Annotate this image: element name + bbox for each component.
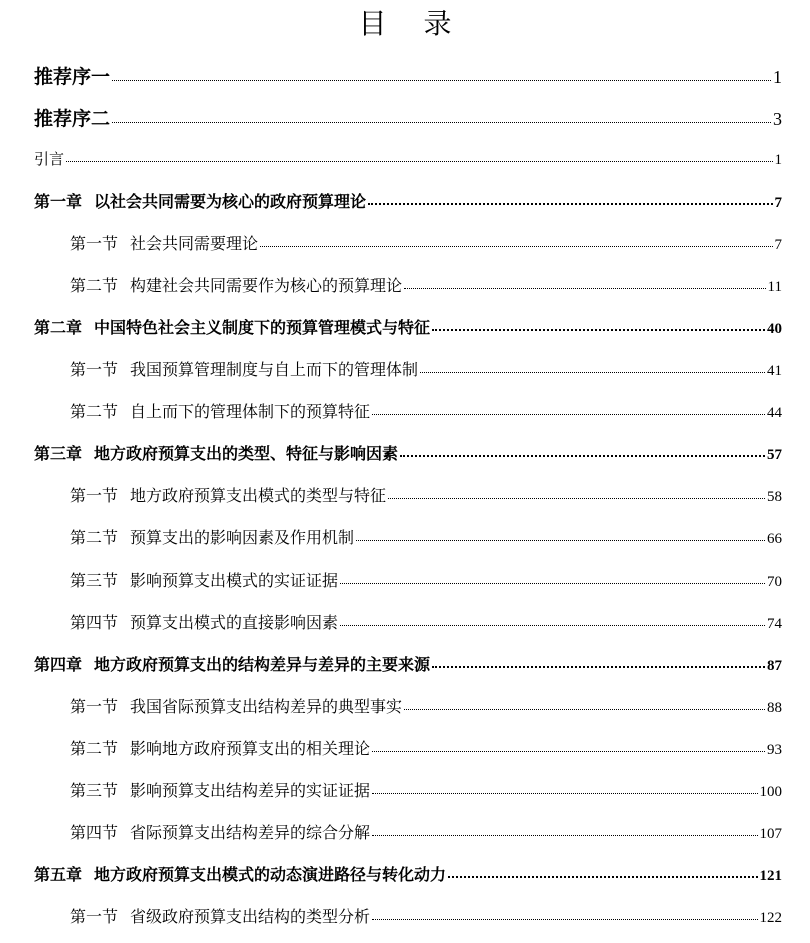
toc-entry-title: 影响预算支出结构差异的实证证据 bbox=[130, 781, 371, 800]
toc-entry-section-1-2[interactable] bbox=[70, 273, 782, 296]
toc-entry-title: 预算支出的影响因素及作用机制 bbox=[130, 528, 355, 547]
toc-leader-dots bbox=[356, 540, 765, 541]
toc-entry-title: 以社会共同需要为核心的政府预算理论 bbox=[94, 192, 367, 211]
toc-entry-number: 第一节 bbox=[70, 360, 119, 379]
toc-entry-page: 40 bbox=[767, 321, 782, 337]
toc-entry-section-3-1[interactable] bbox=[70, 483, 782, 506]
toc-entry-page: 70 bbox=[767, 574, 782, 590]
toc-leader-dots bbox=[448, 876, 757, 878]
toc-entry-page: 121 bbox=[759, 868, 782, 884]
toc-entry-title: 我国省际预算支出结构差异的典型事实 bbox=[130, 697, 403, 716]
toc-entry-title: 推荐序二 bbox=[34, 108, 111, 130]
toc-leader-dots bbox=[372, 835, 757, 836]
toc-entry-number: 第四章 bbox=[34, 655, 83, 674]
toc-entry-title: 地方政府预算支出模式的动态演进路径与转化动力 bbox=[94, 865, 447, 884]
toc-entry-page: 41 bbox=[767, 363, 782, 379]
toc-entry-page: 3 bbox=[773, 109, 782, 129]
toc-entry-section-3-4[interactable] bbox=[70, 610, 782, 633]
toc-entry-section-5-1[interactable] bbox=[70, 904, 782, 927]
toc-entry-page: 107 bbox=[759, 826, 782, 842]
toc-entry-title: 预算支出模式的直接影响因素 bbox=[130, 613, 339, 632]
toc-entry-section-4-3[interactable] bbox=[70, 778, 782, 801]
toc-entry-page: 44 bbox=[767, 405, 782, 421]
toc-entry-page: 1 bbox=[774, 152, 782, 168]
toc-entry-title: 构建社会共同需要作为核心的预算理论 bbox=[130, 276, 403, 295]
toc-entry-section-4-4[interactable] bbox=[70, 820, 782, 843]
toc-entry-page: 7 bbox=[774, 237, 782, 253]
toc-leader-dots bbox=[432, 666, 765, 668]
toc-leader-dots bbox=[372, 793, 757, 794]
toc-entry-title: 引言 bbox=[34, 150, 65, 168]
toc-entry-section-4-2[interactable] bbox=[70, 736, 782, 759]
toc-entry-section-2-1[interactable] bbox=[70, 357, 782, 380]
toc-entry-number: 第一节 bbox=[70, 486, 119, 505]
toc-entry-title: 我国预算管理制度与自上而下的管理体制 bbox=[130, 360, 419, 379]
toc-entry-preface-2[interactable] bbox=[34, 104, 782, 131]
toc-entry-title: 地方政府预算支出模式的类型与特征 bbox=[130, 486, 387, 505]
toc-entry-title: 影响预算支出模式的实证证据 bbox=[130, 571, 339, 590]
toc-leader-dots bbox=[340, 625, 765, 626]
toc-entry-number: 第二节 bbox=[70, 276, 119, 295]
toc-leader-dots bbox=[372, 414, 765, 415]
toc-entry-number: 第二节 bbox=[70, 528, 119, 547]
toc-leader-dots bbox=[66, 161, 772, 162]
toc-entry-page: 7 bbox=[774, 195, 782, 211]
toc-entry-number: 第二节 bbox=[70, 402, 119, 421]
toc-entry-chapter-5[interactable] bbox=[34, 862, 782, 885]
toc-entry-title: 地方政府预算支出的结构差异与差异的主要来源 bbox=[94, 655, 431, 674]
toc-entry-page: 57 bbox=[767, 447, 782, 463]
toc-leader-dots bbox=[112, 80, 771, 81]
toc-entry-number: 第一章 bbox=[34, 192, 83, 211]
toc-leader-dots bbox=[432, 329, 765, 331]
toc-entry-title: 省际预算支出结构差异的综合分解 bbox=[130, 823, 371, 842]
toc-entry-page: 122 bbox=[759, 910, 782, 926]
toc-entry-section-4-1[interactable] bbox=[70, 694, 782, 717]
toc-entry-page: 93 bbox=[767, 742, 782, 758]
toc-entry-number: 第一节 bbox=[70, 234, 119, 253]
toc-leader-dots bbox=[372, 919, 757, 920]
toc-leader-dots bbox=[260, 246, 772, 247]
toc-entry-title: 中国特色社会主义制度下的预算管理模式与特征 bbox=[94, 318, 431, 337]
toc-leader-dots bbox=[368, 203, 772, 205]
toc-entry-section-1-1[interactable] bbox=[70, 231, 782, 254]
toc-leader-dots bbox=[404, 288, 766, 289]
toc-entry-chapter-4[interactable] bbox=[34, 652, 782, 675]
toc-entry-page: 58 bbox=[767, 489, 782, 505]
toc-entry-preface-1[interactable] bbox=[34, 62, 782, 89]
toc-entry-number: 第二章 bbox=[34, 318, 83, 337]
toc-entry-chapter-3[interactable] bbox=[34, 441, 782, 464]
toc-entry-number: 第五章 bbox=[34, 865, 83, 884]
toc-leader-dots bbox=[340, 583, 765, 584]
toc-leader-dots bbox=[400, 455, 765, 457]
toc-entry-number: 第一节 bbox=[70, 697, 119, 716]
toc-leader-dots bbox=[112, 122, 771, 123]
toc-entry-page: 74 bbox=[767, 616, 782, 632]
toc-entry-page: 87 bbox=[767, 658, 782, 674]
toc-entry-section-3-3[interactable] bbox=[70, 568, 782, 591]
toc-entry-title: 自上而下的管理体制下的预算特征 bbox=[130, 402, 371, 421]
toc-entry-page: 1 bbox=[773, 67, 782, 87]
toc-entry-intro[interactable] bbox=[34, 148, 782, 169]
toc-entry-title: 地方政府预算支出的类型、特征与影响因素 bbox=[94, 444, 399, 463]
toc-entry-chapter-2[interactable] bbox=[34, 315, 782, 338]
toc-leader-dots bbox=[420, 372, 765, 373]
toc-entry-page: 66 bbox=[767, 531, 782, 547]
toc-entry-number: 第四节 bbox=[70, 613, 119, 632]
toc-entry-number: 第三节 bbox=[70, 571, 119, 590]
toc-entry-title: 推荐序一 bbox=[34, 66, 111, 88]
toc-entry-page: 11 bbox=[767, 279, 782, 295]
toc-entry-number: 第四节 bbox=[70, 823, 119, 842]
toc-title: 目 录 bbox=[358, 7, 466, 40]
toc-entry-page: 88 bbox=[767, 700, 782, 716]
toc-entry-title: 社会共同需要理论 bbox=[130, 234, 259, 253]
toc-leader-dots bbox=[404, 709, 765, 710]
toc-leader-dots bbox=[388, 498, 765, 499]
toc-entry-section-3-2[interactable] bbox=[70, 525, 782, 548]
toc-entry-title: 省级政府预算支出结构的类型分析 bbox=[130, 907, 371, 926]
toc-entry-number: 第二节 bbox=[70, 739, 119, 758]
toc-entry-number: 第一节 bbox=[70, 907, 119, 926]
toc-entry-page: 100 bbox=[759, 784, 782, 800]
toc-entry-chapter-1[interactable] bbox=[34, 189, 782, 212]
toc-entry-number: 第三章 bbox=[34, 444, 83, 463]
toc-entry-title: 影响地方政府预算支出的相关理论 bbox=[130, 739, 371, 758]
toc-leader-dots bbox=[372, 751, 765, 752]
toc-entry-number: 第三节 bbox=[70, 781, 119, 800]
toc-entry-section-2-2[interactable] bbox=[70, 399, 782, 422]
